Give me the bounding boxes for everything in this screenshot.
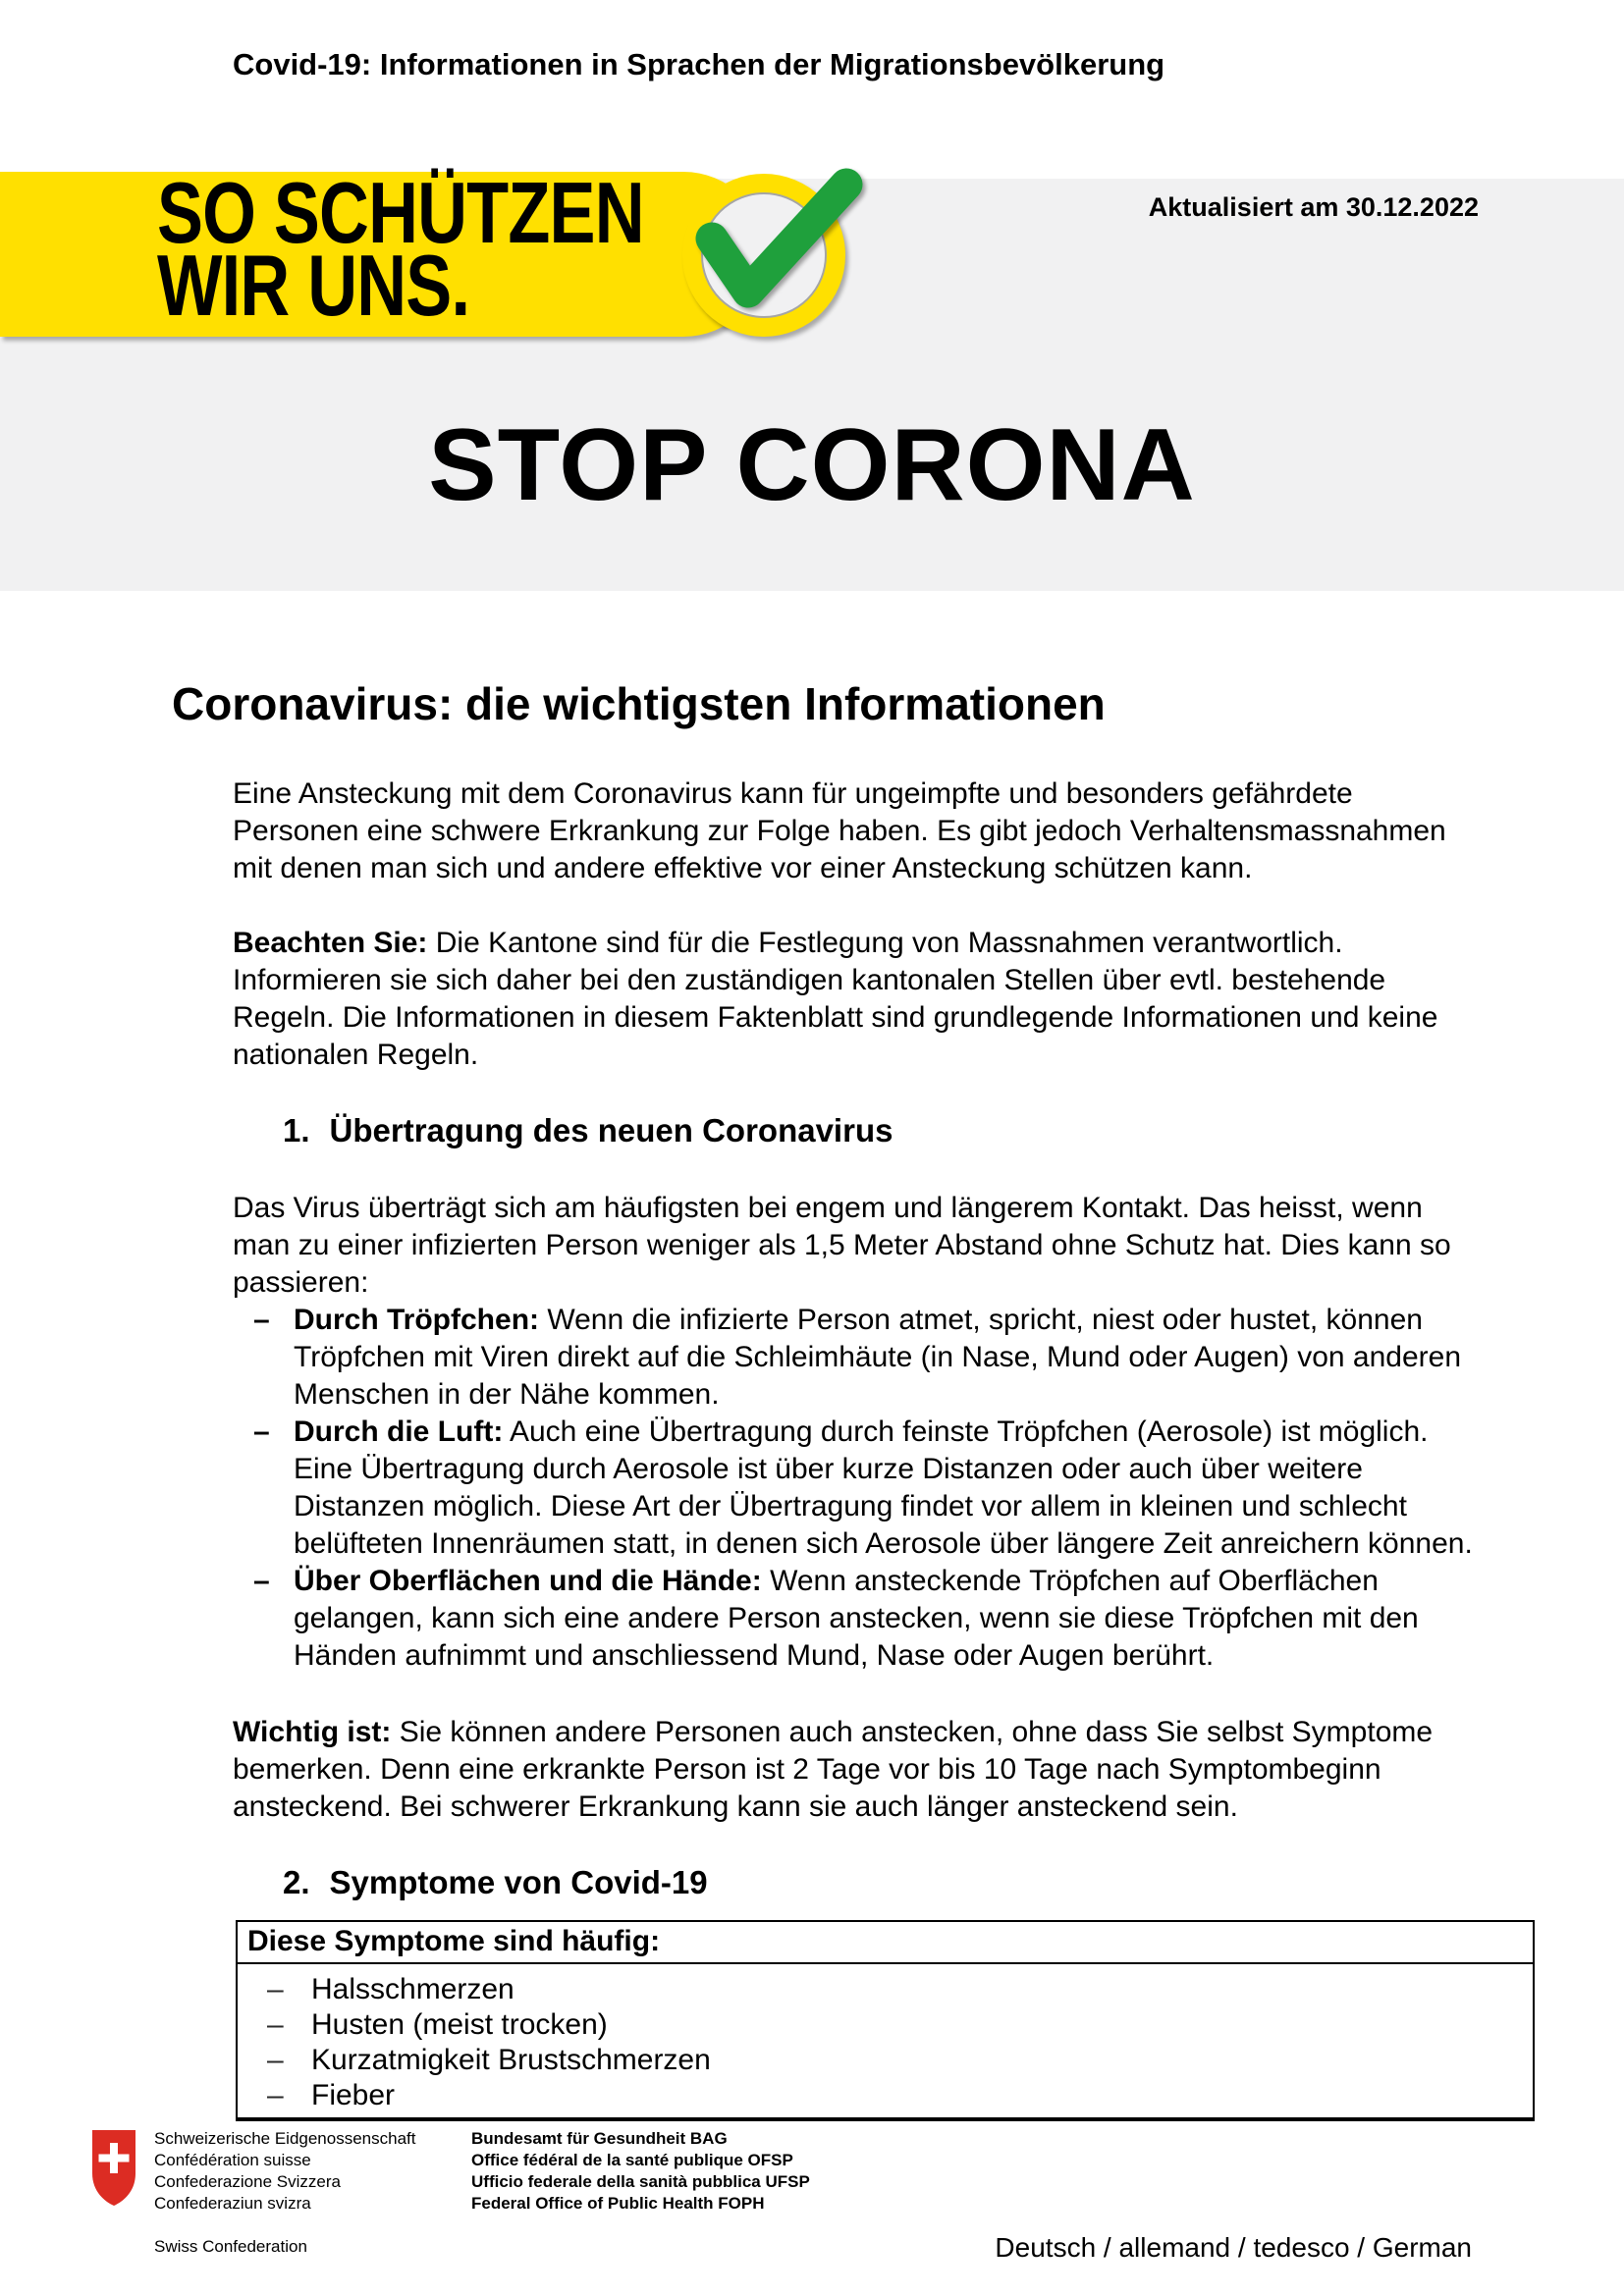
symptom-text: Husten (meist trocken) (311, 2008, 608, 2041)
confederation-line: Confederaziun svizra (154, 2194, 311, 2213)
section2-number: 2. (283, 1864, 310, 1900)
health-office-names (471, 2128, 810, 2215)
intro-paragraph: Eine Ansteckung mit dem Coronavirus kann für ungeimpfte und besonders gefährdete Personen eine schwere Erkrankung zur Folge haben. Es gibt jedoch Verhaltensmassnahmen mit denen man sich und andere effektive vor einer Ansteckung schützen kann. (233, 777, 1446, 884)
symptom-text: Fieber (311, 2079, 396, 2111)
bullet-dash: – (253, 1565, 270, 1597)
list-item-droplets (233, 1302, 1486, 1414)
list-item-air (233, 1414, 1486, 1563)
bullet-text: Auch eine Übertragung durch feinste Tröpfchen (Aerosole) ist möglich. Eine Übertragung durch Aerosole ist über kurze Distanzen oder auch über weitere Distanzen möglich. Diese Art der Übertragung findet vor allem in kleinen und schlecht belüfteten Innenräumen statt, in denen sich Aerosole über längere Zeit anreichern können. (294, 1415, 1473, 1560)
bullet-label: Über Oberflächen und die Hände: (294, 1565, 762, 1597)
bullet-label: Durch Tröpfchen: (294, 1304, 540, 1336)
main-content (172, 677, 1486, 2121)
bullet-dash: – (267, 2044, 284, 2076)
bullet-dash: – (253, 1415, 270, 1448)
section2-title: Symptome von Covid-19 (329, 1864, 708, 1900)
office-line: Ufficio federale della sanità pubblica UFSP (471, 2172, 810, 2191)
symptom-text: Kurzatmigkeit Brustschmerzen (311, 2044, 711, 2076)
important-text: Sie können andere Personen auch anstecken, ohne dass Sie selbst Symptome bemerken. Denn eine erkrankte Person ist 2 Tage vor bis 10 Tage nach Symptombeginn ansteckend. Bei schwerer Erkrankung kann sie auch länger ansteckend sein. (233, 1716, 1434, 1823)
important-label: Wichtig ist: (233, 1716, 392, 1748)
note-text: Die Kantone sind für die Festlegung von Massnahmen verantwortlich. Informieren sie sich daher bei den zuständigen kantonalen Stellen über evtl. bestehende Regeln. Die Informationen in diesem Faktenblatt sind grundlegende Informationen und keine nationalen Regeln. (233, 927, 1438, 1071)
updated-date: Aktualisiert am 30.12.2022 (1148, 192, 1479, 222)
language-line: Deutsch / allemand / tedesco / German (995, 2232, 1472, 2263)
bullet-text: Wenn die infizierte Person atmet, spricht, niest oder hustet, können Tröpfchen mit Viren direkt auf die Schleimhäute (in Nase, Mund oder Augen) von anderen Menschen in der Nähe kommen. (294, 1304, 1462, 1411)
document-title: Covid-19: Informationen in Sprachen der Migrationsbevölkerung (233, 47, 1165, 81)
list-item-surfaces (233, 1563, 1486, 1675)
office-line: Federal Office of Public Health FOPH (471, 2194, 765, 2213)
bullet-dash: – (253, 1304, 270, 1336)
bullet-dash: – (267, 1973, 284, 2005)
campaign-slogan-line1: SO SCHÜTZEN (157, 164, 644, 261)
transmission-list (233, 1302, 1486, 1675)
table-row (238, 2078, 1533, 2113)
swiss-shield-icon (91, 2130, 136, 2207)
table-row (238, 2007, 1533, 2043)
symptom-text: Halsschmerzen (311, 1973, 514, 2005)
symptoms-table-header: Diese Symptome sind häufig: (238, 1922, 1533, 1964)
important-paragraph (233, 1714, 1486, 1826)
bullet-dash: – (267, 2079, 284, 2111)
campaign-slogan (157, 164, 644, 334)
section2-heading (283, 1863, 1486, 1902)
checkmark-icon (689, 175, 866, 307)
table-row (238, 2043, 1533, 2078)
symptoms-table-body (238, 1964, 1533, 2117)
federal-footer (91, 2128, 810, 2258)
stop-corona-title: STOP CORONA (428, 408, 1196, 522)
section1-title: Übertragung des neuen Coronavirus (329, 1112, 893, 1148)
confederation-line: Confederazione Svizzera (154, 2172, 341, 2191)
office-line: Office fédéral de la santé publique OFSP (471, 2151, 793, 2169)
table-row (238, 1972, 1533, 2007)
confederation-english: Swiss Confederation (154, 2237, 307, 2256)
bullet-text: Wenn ansteckende Tröpfchen auf Oberflächen gelangen, kann sich eine andere Person anstecken, wenn sie diese Tröpfchen mit den Händen aufnimmt und anschliessend Mund, Nase oder Augen berührt. (294, 1565, 1419, 1672)
note-paragraph (233, 925, 1486, 1074)
note-label: Beachten Sie: (233, 927, 428, 959)
confederation-names (154, 2128, 471, 2258)
transmission-paragraph: Das Virus überträgt sich am häufigsten bei engem und längerem Kontakt. Das heisst, wenn man zu einer infizierten Person weniger als 1,5 Meter Abstand ohne Schutz hat. Dies kann so passieren: (233, 1192, 1451, 1299)
symptoms-table (236, 1920, 1535, 2121)
bullet-dash: – (267, 2008, 284, 2041)
section1-heading (283, 1111, 1486, 1150)
office-line: Bundesamt für Gesundheit BAG (471, 2129, 728, 2148)
section1-number: 1. (283, 1112, 310, 1148)
confederation-line: Schweizerische Eidgenossenschaft (154, 2129, 416, 2148)
page-title: Coronavirus: die wichtigsten Informationen (172, 678, 1106, 729)
bullet-label: Durch die Luft: (294, 1415, 504, 1448)
campaign-slogan-line2: WIR UNS. (157, 237, 470, 334)
confederation-line: Confédération suisse (154, 2151, 311, 2169)
